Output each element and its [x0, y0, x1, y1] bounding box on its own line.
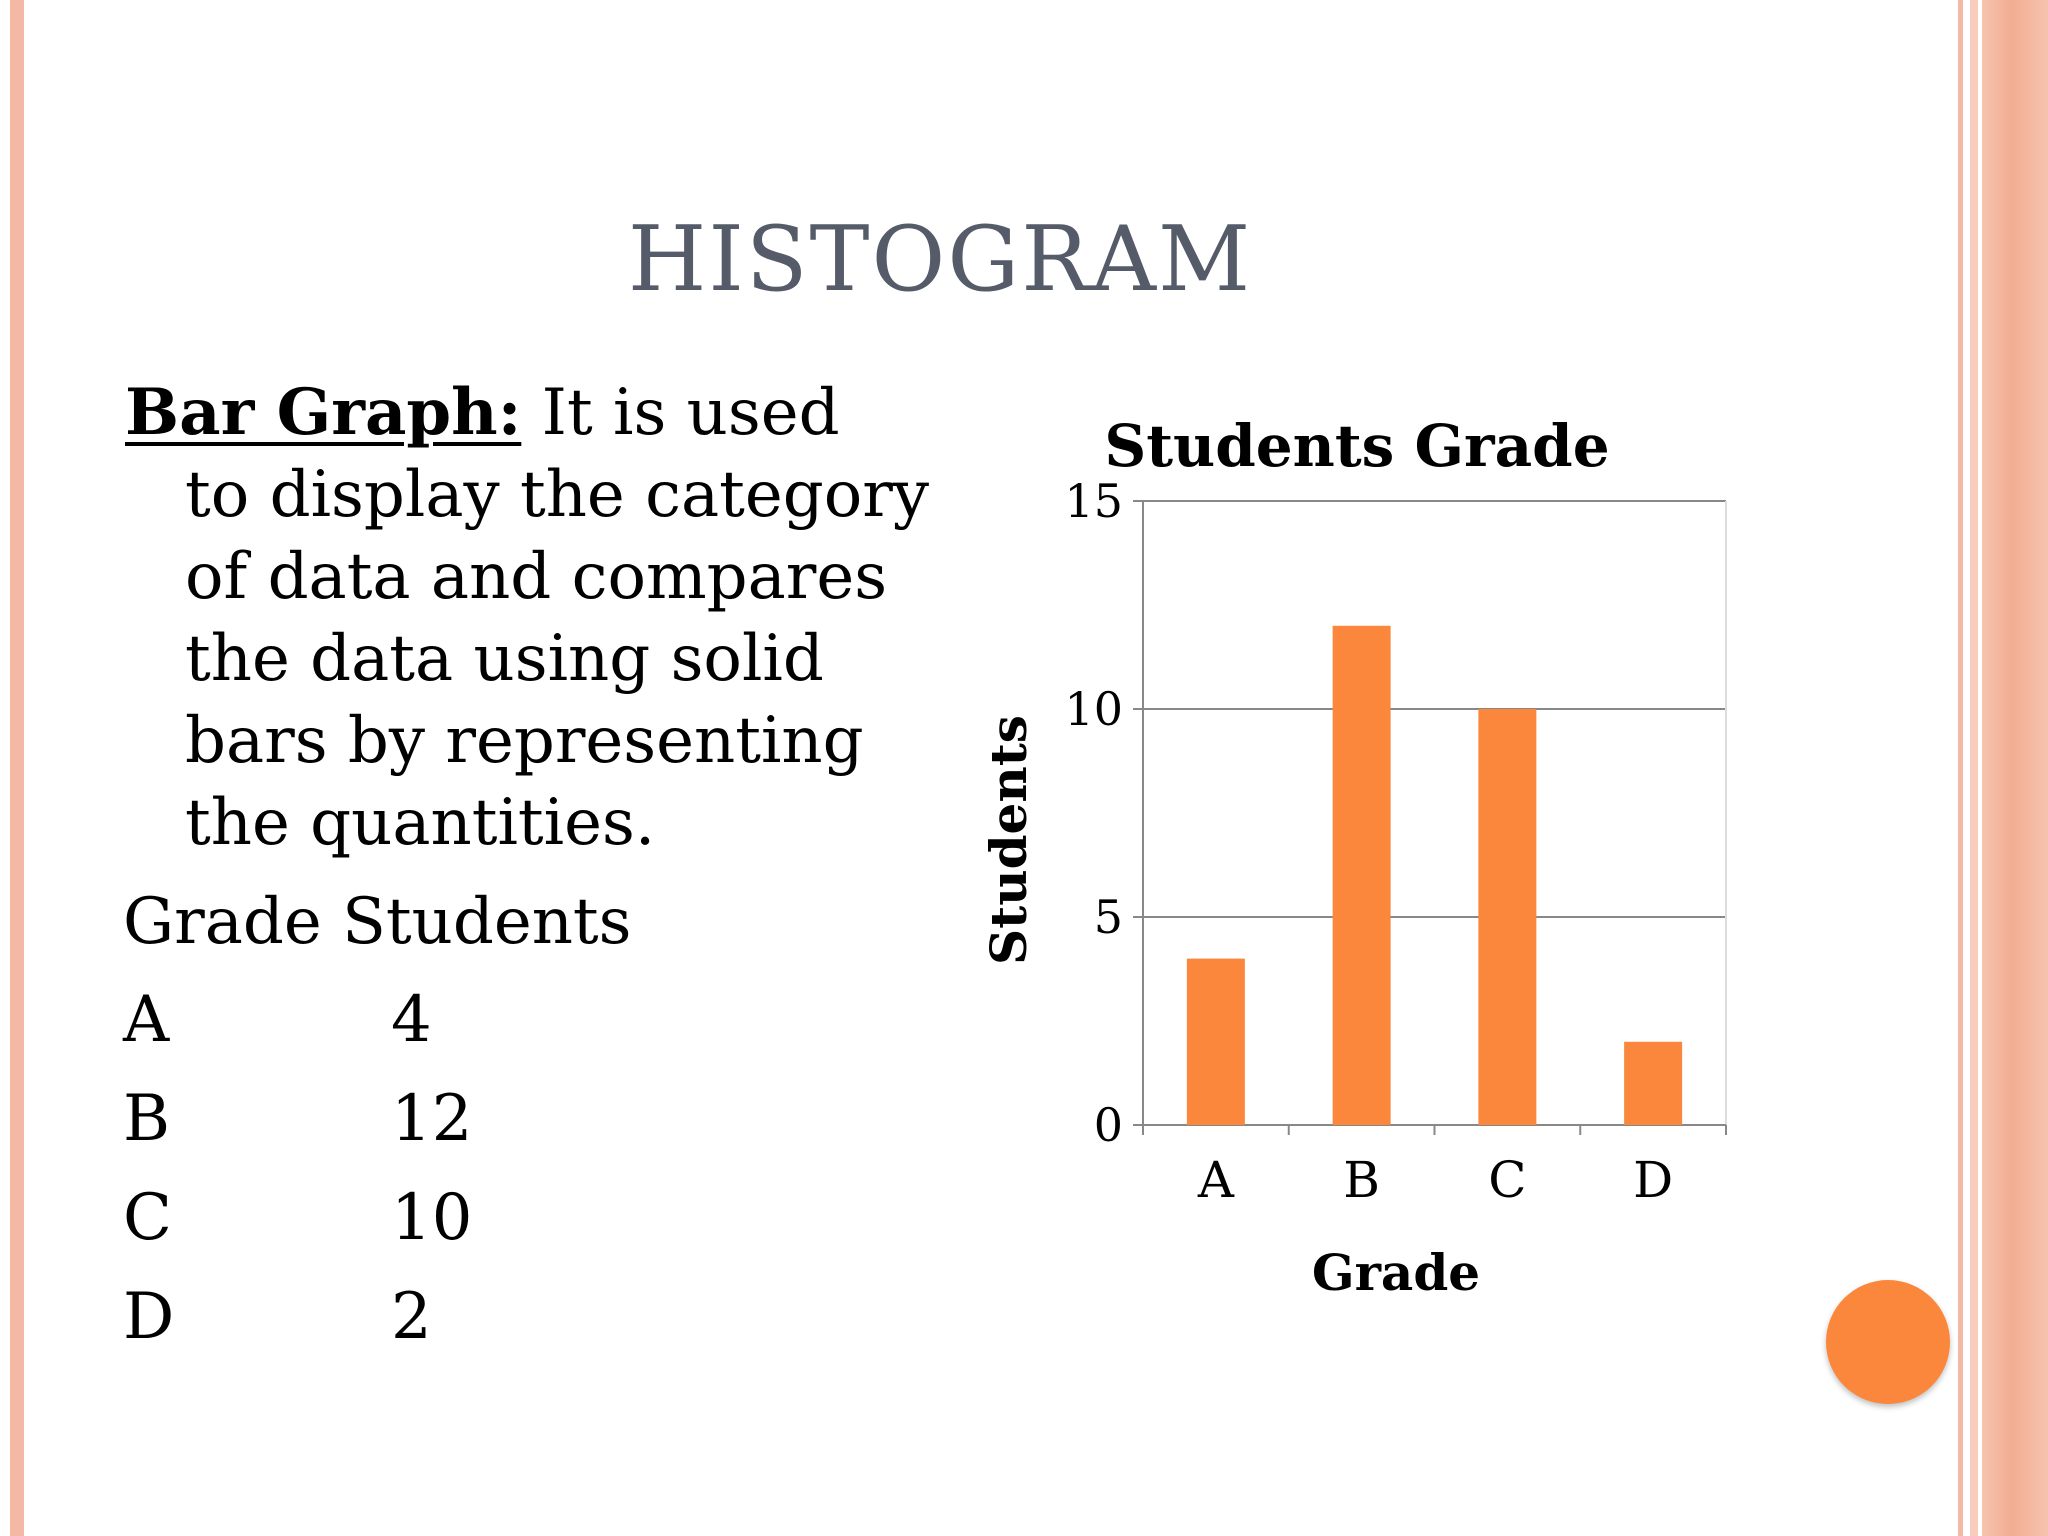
y-tick-label: 15: [1064, 474, 1123, 528]
slide-frame-right-band: [1982, 0, 2048, 1536]
grade-cell: A: [123, 983, 170, 1057]
students-cell: 4: [391, 983, 432, 1057]
y-tick-label: 10: [1064, 682, 1123, 736]
students-cell: 10: [391, 1181, 473, 1255]
x-tick-label: A: [1197, 1151, 1234, 1209]
x-axis-title: Grade: [1311, 1243, 1481, 1302]
grade-cell: D: [123, 1280, 175, 1354]
grade-table-row: [123, 1277, 623, 1357]
definition-line: to display the category: [185, 458, 929, 532]
y-tick-label: 5: [1093, 890, 1123, 944]
x-tick-label: D: [1633, 1151, 1674, 1209]
definition-line: bars by representing: [185, 704, 864, 778]
x-tick-label: B: [1343, 1151, 1380, 1209]
students-grade-chart: [960, 400, 1760, 1340]
definition-line-text: It is used: [521, 376, 840, 450]
definition-line: of data and compares: [185, 540, 888, 614]
grade-table-row: [123, 980, 623, 1060]
grade-cell: C: [123, 1181, 172, 1255]
definition-term: Bar Graph:: [125, 375, 522, 450]
definition-line: the quantities.: [185, 786, 656, 860]
definition-line: the data using solid: [185, 622, 824, 696]
grade-table-row: [123, 1079, 623, 1159]
slide-frame-right-line: [1958, 0, 1963, 1536]
definition-line: [125, 372, 925, 454]
y-axis-title: Students: [979, 715, 1038, 965]
grade-table-row: [123, 1178, 623, 1258]
slide-title: HISTOGRAM: [627, 207, 1253, 312]
definition-text: [125, 372, 929, 864]
bar-c: [1478, 709, 1536, 1125]
bar-d: [1624, 1042, 1682, 1125]
chart-title: Students Grade: [1104, 412, 1610, 480]
slide-decoration-circle: [1826, 1280, 1950, 1404]
chart-svg: [960, 400, 1760, 1340]
bar-b: [1333, 626, 1391, 1125]
x-tick-label: C: [1488, 1151, 1527, 1209]
students-cell: 2: [391, 1280, 432, 1354]
slide-frame-right-line: [1970, 0, 1978, 1536]
grade-cell: B: [123, 1082, 171, 1156]
y-tick-label: 0: [1093, 1098, 1123, 1152]
students-cell: 12: [391, 1082, 473, 1156]
grade-table-header: Grade Students: [123, 885, 632, 959]
bar-a: [1187, 959, 1245, 1125]
